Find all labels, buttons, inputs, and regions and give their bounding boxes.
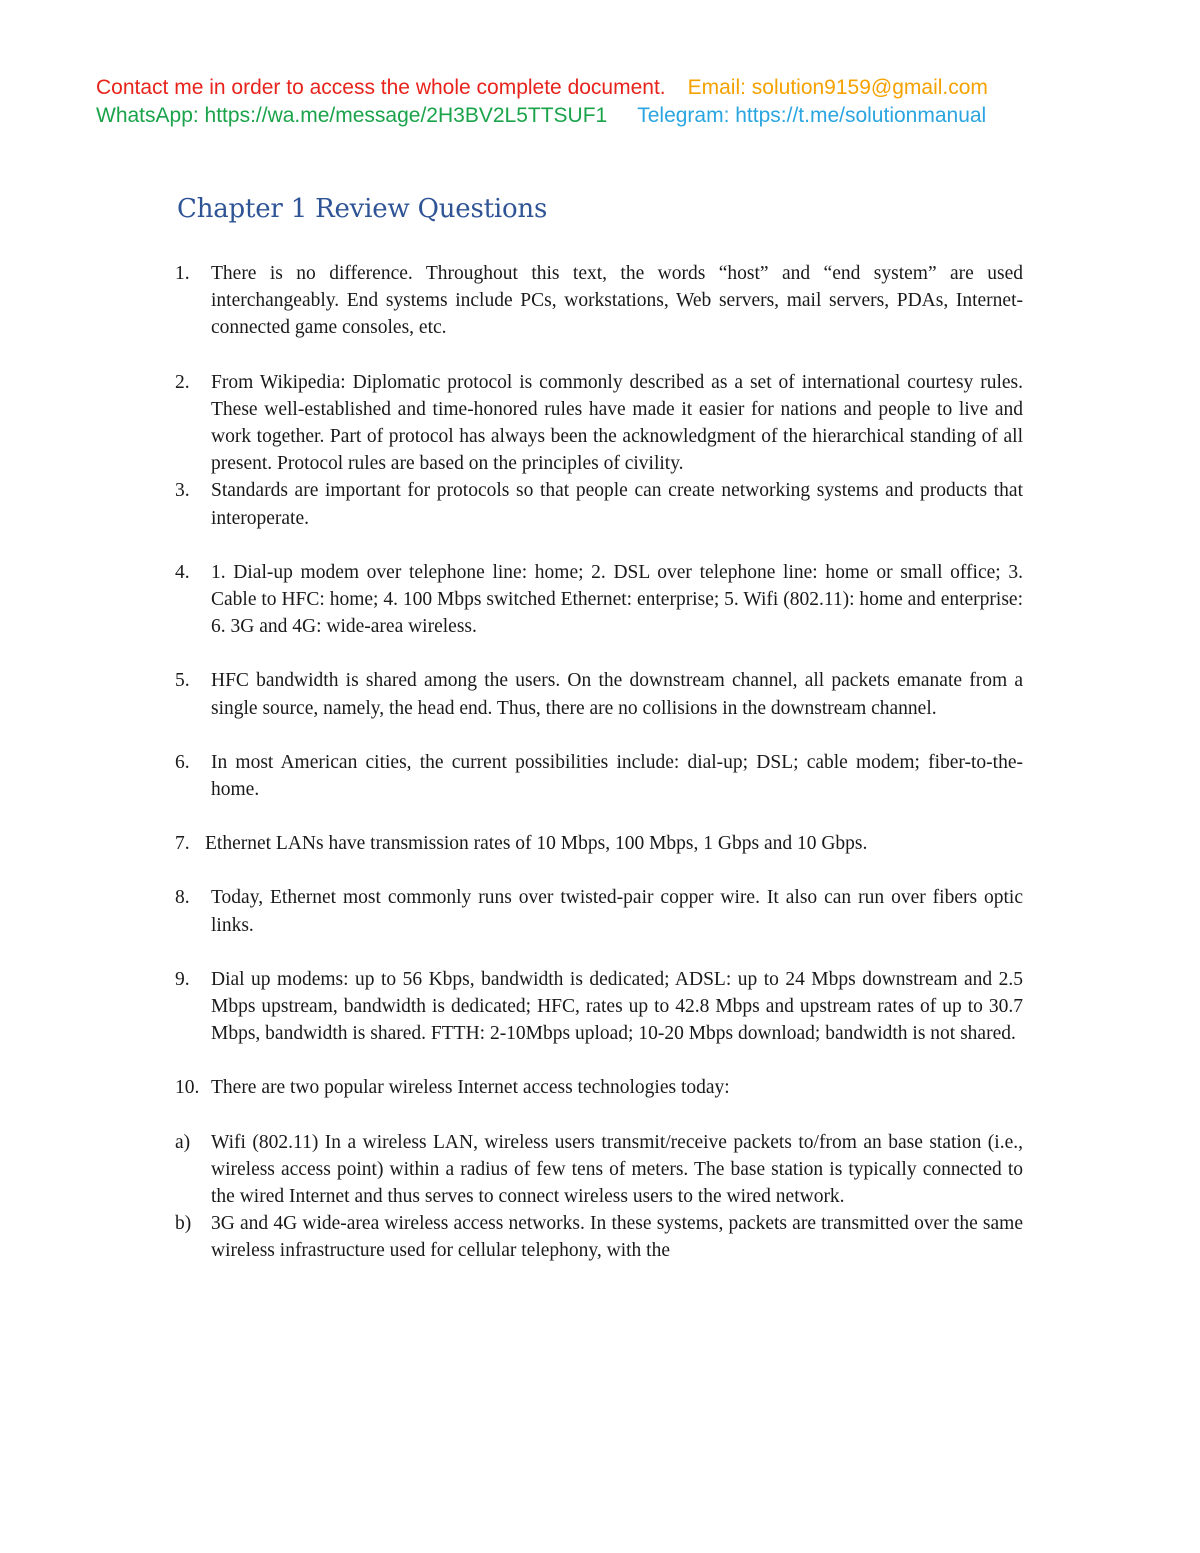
- item-number: 4.: [175, 561, 190, 583]
- list-item: [175, 966, 1023, 1048]
- telegram-text: Telegram: https://t.me/solutionmanual: [637, 104, 987, 127]
- list-item: [175, 260, 1023, 342]
- item-text: HFC bandwidth is shared among the users. On the downstream channel, all packets emanate from a single source, namely, the head end. Thus, there are no collisions in the downstream channel.: [211, 670, 1023, 719]
- item-number: 1.: [175, 263, 190, 284]
- item-number: 5.: [175, 670, 190, 692]
- contact-line-2: [96, 102, 1106, 130]
- sub-item-letter: a): [175, 1131, 191, 1153]
- list-item: [175, 559, 1023, 641]
- list-item: [175, 667, 1023, 721]
- sub-item-text: Wifi (802.11) In a wireless LAN, wireless users transmit/receive packets to/from an base station (i.e., wireless access point) within a radius of few tens of meters. The base station is typically connected to the wired Internet and thus serves to connect wireless users to the wired network.: [211, 1131, 1023, 1208]
- item-text: There are two popular wireless Internet access technologies today:: [211, 1077, 730, 1099]
- list-item: [175, 830, 1023, 857]
- item-number: 10.: [175, 1077, 200, 1099]
- item-text: From Wikipedia: Diplomatic protocol is commonly described as a set of international courtesy rules. These well-established and time-honored rules have made it easier for nations and people to live and work together. Part of protocol has always been the acknowledgment of the hierarchical standing of all present. Protocol rules are based on the principles of civility.: [211, 371, 1023, 475]
- item-number: 7.: [175, 833, 190, 855]
- whatsapp-text: WhatsApp: https://wa.me/message/2H3BV2L5TTSUF1: [96, 104, 608, 127]
- email-text: Email: solution9159@gmail.com: [687, 76, 988, 99]
- sub-item-letter: b): [175, 1213, 192, 1235]
- item-text: Today, Ethernet most commonly runs over twisted-pair copper wire. It also can run over fibers optic links.: [211, 887, 1023, 936]
- sub-item-text: 3G and 4G wide-area wireless access networks. In these systems, packets are transmitted over the same wireless infrastructure used for cellular telephony, with the: [211, 1213, 1023, 1262]
- sub-list-item: [175, 1210, 1023, 1264]
- list-item: [175, 477, 1023, 531]
- item-text: 1. Dial-up modem over telephone line: home; 2. DSL over telephone line: home or small office; 3. Cable to HFC: home; 4. 100 Mbps switched Ethernet: enterprise; 5. Wifi (802.11): home and enterprise: 6. 3G and 4G: wide-area wireless.: [211, 561, 1023, 638]
- contact-line-1: [96, 74, 1106, 102]
- list-item: [175, 1074, 1023, 1101]
- review-answers: [175, 260, 1023, 1265]
- list-item: [175, 369, 1023, 478]
- item-text: Ethernet LANs have transmission rates of 10 Mbps, 100 Mbps, 1 Gbps and 10 Gbps.: [205, 833, 868, 855]
- page-title: Chapter 1 Review Questions: [177, 194, 548, 224]
- item-number: 3.: [175, 480, 190, 502]
- contact-banner: [96, 74, 1106, 130]
- item-text: There is no difference. Throughout this text, the words “host” and “end system” are used interchangeably. End systems include PCs, workstations, Web servers, mail servers, PDAs, Internet-connected game consoles, etc.: [211, 263, 1023, 339]
- item-text: Standards are important for protocols so that people can create networking systems and products that interoperate.: [211, 480, 1023, 529]
- item-text: Dial up modems: up to 56 Kbps, bandwidth is dedicated; ADSL: up to 24 Mbps downstream and 2.5 Mbps upstream, bandwidth is dedicated; HFC, rates up to 42.8 Mbps and upstream rates of up to 30.7 Mbps, bandwidth is shared. FTTH: 2-10Mbps upload; 10-20 Mbps download; bandwidth is not shared.: [211, 968, 1023, 1045]
- sub-list-item: [175, 1129, 1023, 1211]
- list-item: [175, 749, 1023, 803]
- item-number: 2.: [175, 371, 190, 393]
- contact-request-text: Contact me in order to access the whole complete document.: [96, 76, 666, 99]
- item-number: 8.: [175, 887, 190, 909]
- list-item: [175, 884, 1023, 938]
- item-text: In most American cities, the current possibilities include: dial-up; DSL; cable modem; fiber-to-the-home.: [211, 751, 1023, 801]
- item-number: 9.: [175, 968, 190, 990]
- item-number: 6.: [175, 751, 190, 773]
